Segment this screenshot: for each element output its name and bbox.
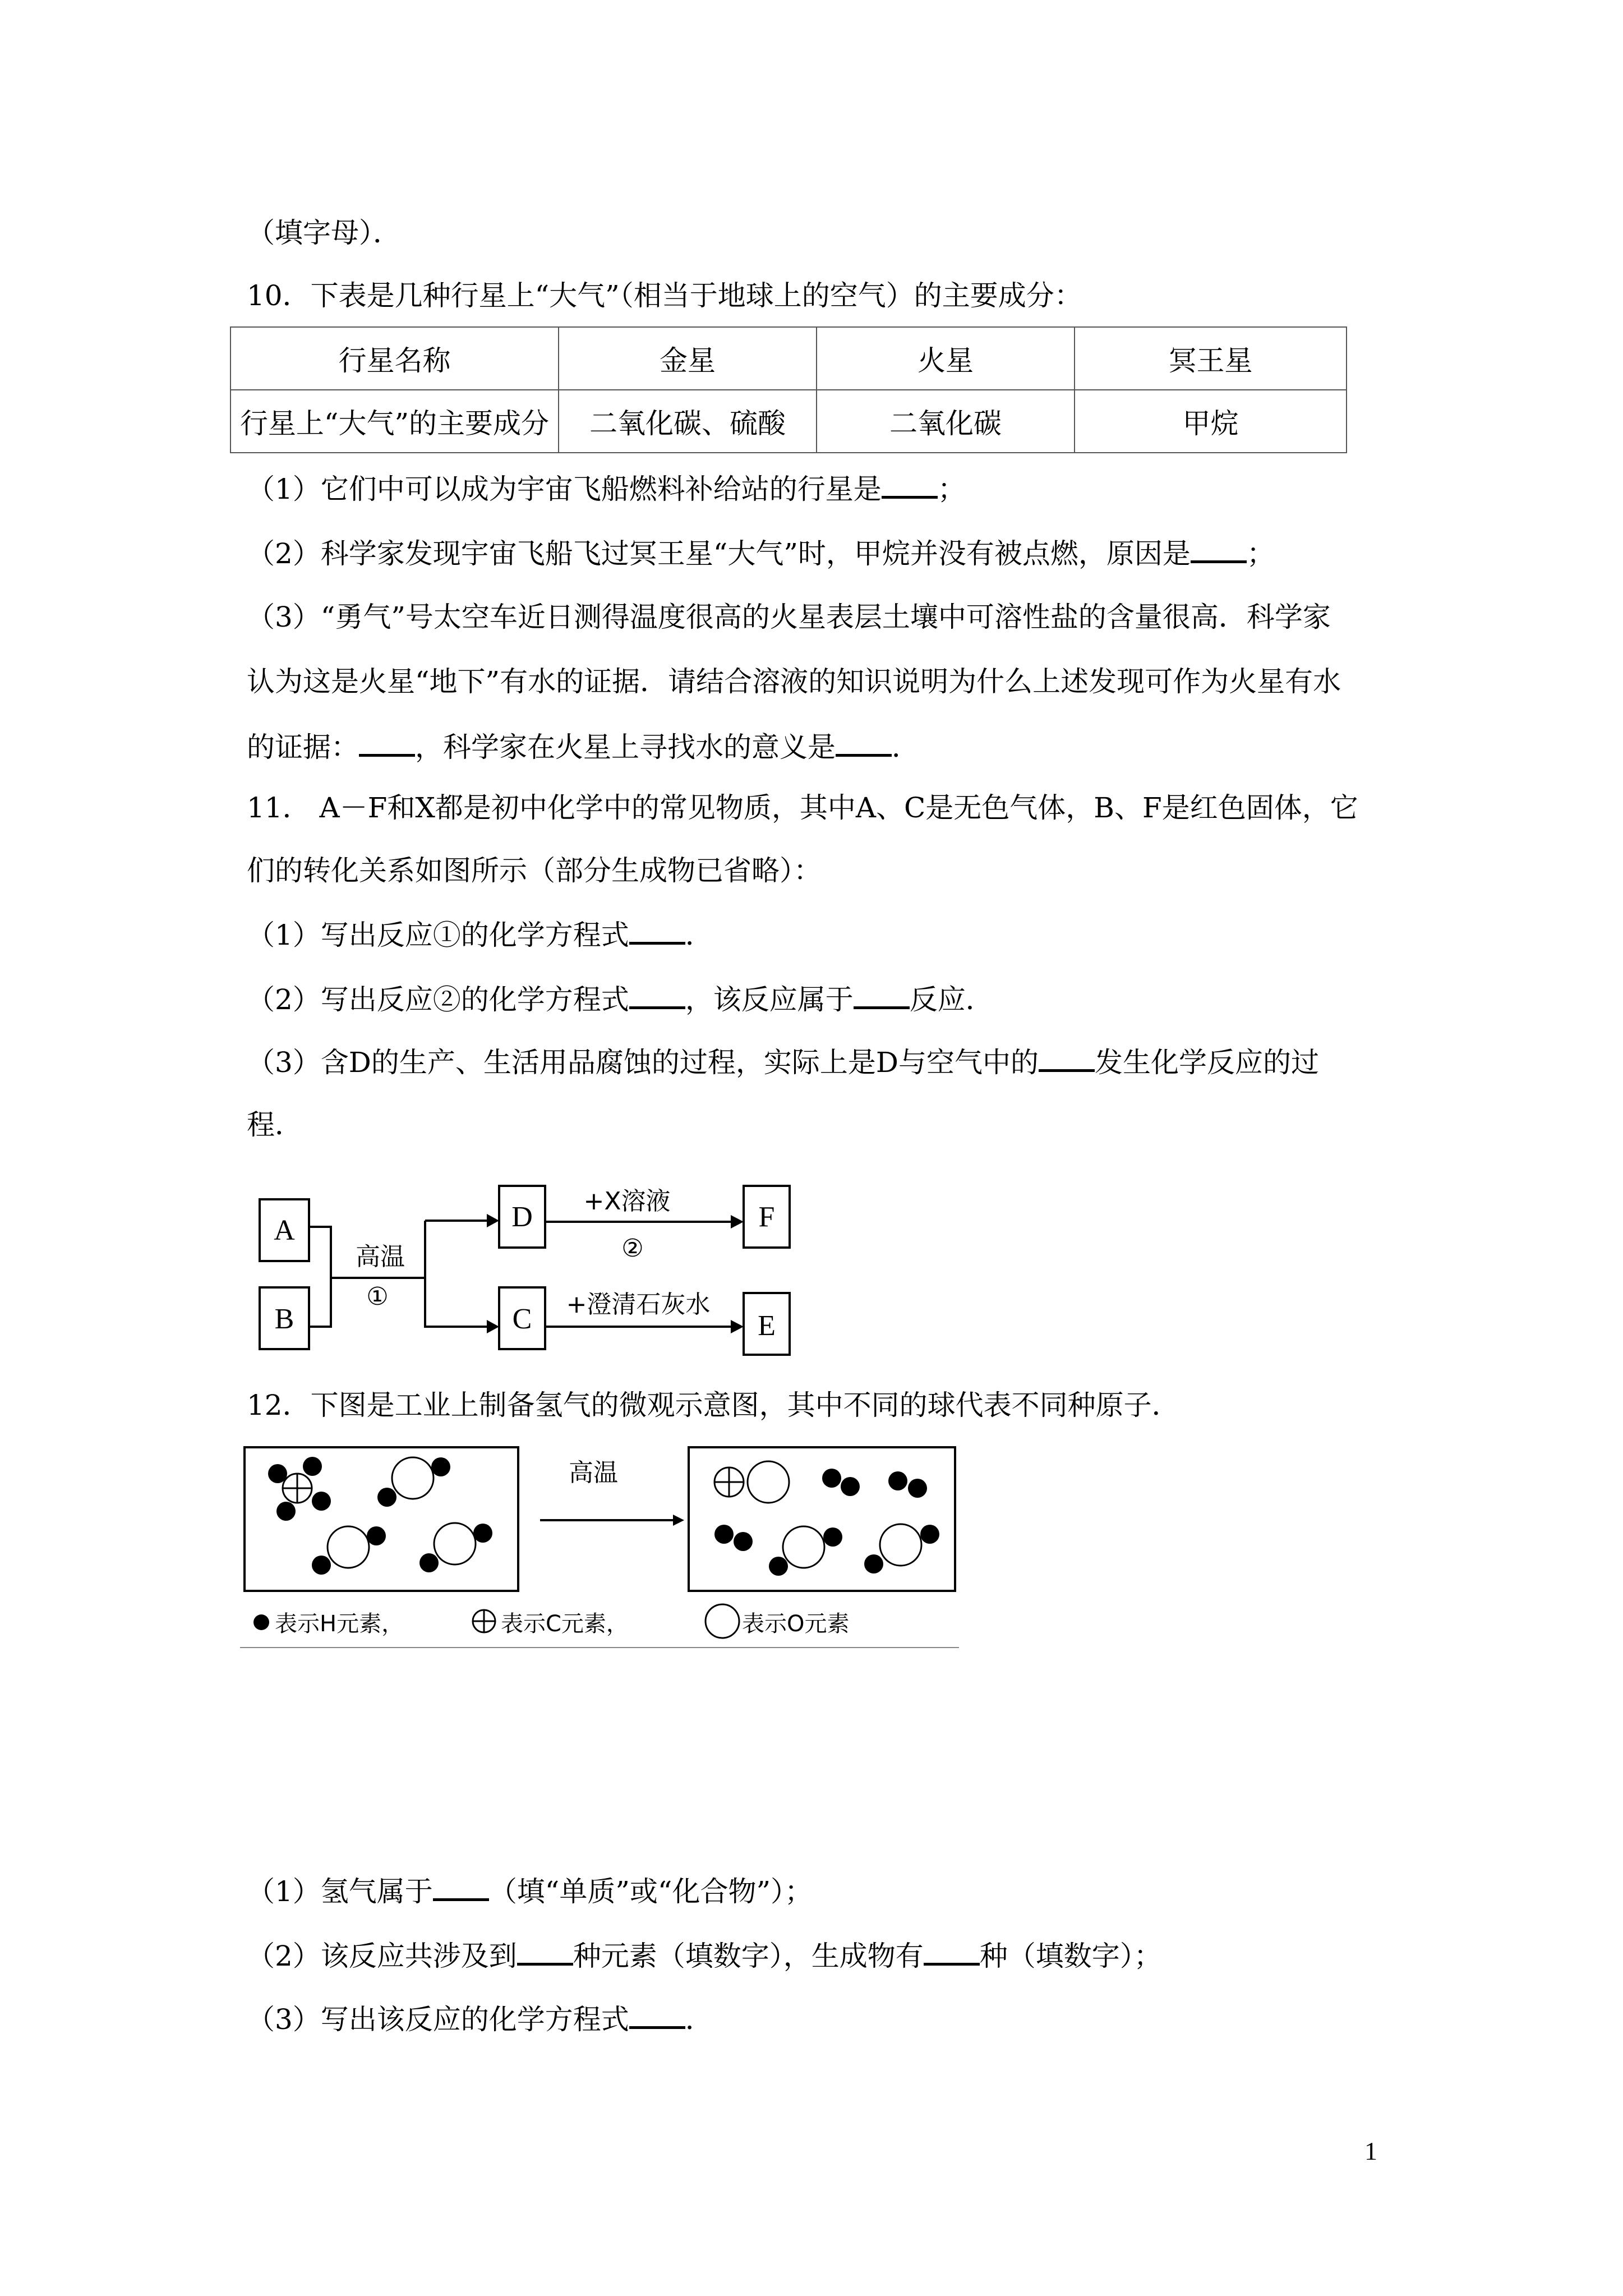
oxygen-atom [328, 1526, 369, 1568]
hydrogen-atom [367, 1526, 386, 1545]
planet-atmosphere-table [230, 326, 1347, 453]
hydrogen-atom [268, 1464, 287, 1483]
text: （1）它们中可以成为宇宙飞船燃料补给站的行星是 [247, 473, 882, 505]
q11-stem-line1: 11． A－F和X都是初中化学中的常见物质，其中A、C是无色气体，B、F是红色固体，它 [247, 792, 1358, 824]
label-a: A [274, 1214, 295, 1246]
table-cell: 行星上“大气”的主要成分 [230, 390, 559, 453]
condition-label: 高温 [356, 1243, 405, 1271]
legend-h-atom [253, 1614, 269, 1630]
q9-tail: （填字母）． [247, 217, 401, 249]
hydrogen-atom [303, 1457, 322, 1476]
text: ，科学家在火星上寻找水的意义是 [415, 731, 836, 763]
table-cell: 二氧化碳 [817, 390, 1075, 453]
text: ． [685, 919, 713, 951]
label-b: B [274, 1303, 294, 1335]
text: （填“单质”或“化合物”）； [488, 1875, 813, 1908]
reaction1-label: ① [366, 1282, 389, 1311]
oxygen-atom [880, 1524, 921, 1566]
hydrogen-atom [431, 1457, 450, 1476]
text: 种（填数字）； [979, 1940, 1162, 1972]
table-header-row [230, 327, 1347, 390]
q10-part1 [247, 471, 966, 506]
legend-c-atom [473, 1610, 495, 1632]
oxygen-atom [783, 1526, 824, 1568]
q10-part2 [247, 536, 1275, 570]
q10-stem: 10．下表是几种行星上“大气”（相当于地球上的空气）的主要成分： [247, 279, 1082, 312]
q12-part1 [247, 1874, 813, 1908]
carbon-atom [283, 1474, 312, 1503]
hydrogen-atom [312, 1492, 331, 1511]
text: （2）该反应共涉及到 [247, 1940, 517, 1972]
answer-blank[interactable] [1191, 536, 1247, 563]
hydrogen-atom [823, 1527, 842, 1547]
reaction-flow-diagram [240, 1172, 801, 1358]
page-number: 1 [1364, 2137, 1377, 2165]
reagent-bottom: +澄清石灰水 [566, 1290, 711, 1319]
q10-part3-line2: 认为这是火星“地下”有水的证据．请结合溶液的知识说明为什么上述发现可作为火星有水 [247, 665, 1341, 698]
text: ，该反应属于 [685, 983, 854, 1016]
answer-blank[interactable] [433, 1874, 489, 1901]
q10-part3-line1: （3）“勇气”号太空车近日测得温度很高的火星表层土壤中可溶性盐的含量很高．科学家 [247, 601, 1331, 633]
text: ； [937, 473, 966, 505]
oxygen-atom [392, 1457, 434, 1499]
legend-c-label: 表示C元素， [501, 1611, 629, 1637]
text: 反应． [909, 983, 994, 1016]
hydrogen-atom [473, 1524, 492, 1543]
answer-blank[interactable] [854, 982, 910, 1009]
text: ． [892, 731, 920, 763]
answer-blank[interactable] [924, 1938, 980, 1966]
label-f: F [758, 1201, 775, 1233]
hydrogen-atom [734, 1532, 753, 1551]
text: （1）氢气属于 [247, 1875, 433, 1908]
text: ． [685, 2003, 713, 2036]
q11-stem-line2: 们的转化关系如图所示（部分生成物已省略）： [247, 854, 822, 887]
answer-blank[interactable] [1039, 1045, 1095, 1072]
text: ； [1246, 537, 1275, 570]
oxygen-atom [434, 1523, 476, 1565]
hydrogen-atom [714, 1525, 734, 1544]
hydrogen-atom [908, 1479, 927, 1498]
hydrogen-atom [377, 1488, 396, 1507]
hydrogen-atom [888, 1471, 907, 1490]
hydrogen-atom [419, 1553, 439, 1572]
text: （2）写出反应②的化学方程式 [247, 983, 629, 1016]
answer-blank[interactable] [359, 729, 415, 757]
molecular-diagram [240, 1443, 959, 1650]
legend-o-label: 表示O元素 [742, 1611, 850, 1637]
q12-stem: 12．下图是工业上制备氢气的微观示意图，其中不同的球代表不同种原子． [247, 1389, 1180, 1421]
hydrogen-atom [920, 1525, 939, 1544]
text: （3）写出该反应的化学方程式 [247, 2003, 629, 2036]
table-cell: 行星名称 [230, 327, 559, 390]
table-cell: 冥王星 [1075, 327, 1347, 390]
text: （2）科学家发现宇宙飞船飞过冥王星“大气”时，甲烷并没有被点燃，原因是 [247, 537, 1191, 570]
hydrogen-atom [841, 1477, 860, 1496]
answer-blank[interactable] [629, 2001, 685, 2029]
table-cell: 火星 [817, 327, 1075, 390]
q12-part2 [247, 1938, 1162, 1973]
hydrogen-atom [276, 1502, 296, 1521]
hydrogen-atom [864, 1554, 883, 1573]
label-e: E [758, 1310, 776, 1342]
text: 的证据： [247, 731, 359, 763]
text: （3）含D的生产、生活用品腐蚀的过程，实际上是D与空气中的 [247, 1046, 1039, 1079]
legend-h-label: 表示H元素， [275, 1611, 404, 1637]
text: 种元素（填数字），生成物有 [573, 1940, 924, 1972]
answer-blank[interactable] [882, 471, 938, 499]
table-cell: 甲烷 [1075, 390, 1347, 453]
answer-blank[interactable] [836, 729, 892, 757]
q12-part3 [247, 2001, 713, 2036]
micro-condition-label: 高温 [569, 1458, 618, 1487]
label-c: C [512, 1303, 532, 1335]
table-row [230, 390, 1347, 453]
answer-blank[interactable] [629, 917, 685, 945]
q11-part1 [247, 917, 713, 952]
table-cell: 金星 [559, 327, 817, 390]
q11-part3-line2: 程． [247, 1108, 303, 1141]
oxygen-atom [748, 1461, 789, 1503]
q11-part2 [247, 982, 994, 1016]
reagent-top: +X溶液 [583, 1187, 671, 1216]
answer-blank[interactable] [629, 982, 685, 1009]
q11-part3-line1 [247, 1045, 1319, 1079]
hydrogen-atom [769, 1557, 788, 1576]
carbon-atom [714, 1467, 744, 1497]
hydrogen-atom [822, 1469, 841, 1488]
text: （1）写出反应①的化学方程式 [247, 919, 629, 951]
label-d: D [511, 1201, 533, 1233]
hydrogen-atom [312, 1556, 331, 1575]
text: 发生化学反应的过 [1095, 1046, 1319, 1079]
reaction2-label: ② [621, 1234, 644, 1263]
table-cell: 二氧化碳、硫酸 [559, 390, 817, 453]
q10-part3-line3 [247, 729, 920, 764]
answer-blank[interactable] [517, 1938, 573, 1966]
